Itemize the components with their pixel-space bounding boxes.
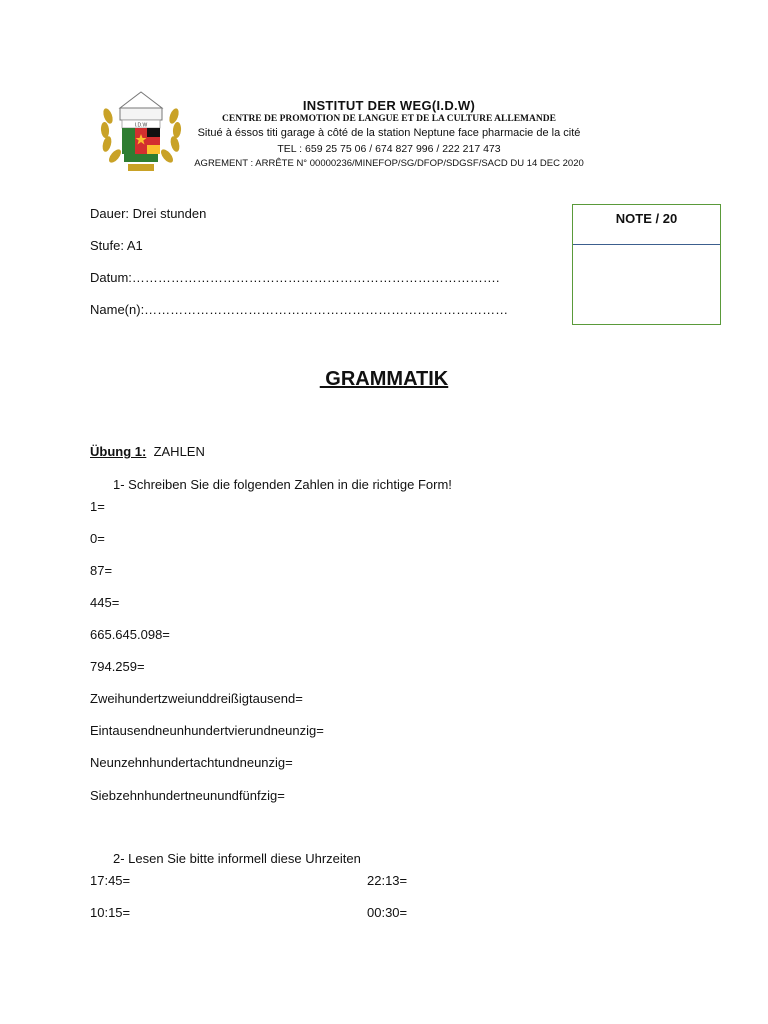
duration-label: Dauer: Drei stunden — [90, 206, 207, 221]
task-2-instruction: 2- Lesen Sie bitte informell diese Uhrzeiten — [113, 851, 361, 866]
number-item: 87= — [90, 563, 113, 578]
score-label: NOTE / 20 — [615, 211, 678, 226]
time-item: 00:30= — [367, 905, 408, 920]
institute-subtitle: CENTRE DE PROMOTION DE LANGUE ET DE LA CULTURE ALLEMANDE — [222, 114, 556, 124]
number-item: 1= — [90, 499, 105, 514]
score-box-header — [573, 205, 720, 245]
institute-logo — [98, 86, 184, 178]
institute-phone: TEL : 659 25 75 06 / 674 827 996 / 222 217 473 — [277, 143, 501, 155]
number-item: 0= — [90, 531, 105, 546]
institute-address: Situé à éssos titi garage à côté de la station Neptune face pharmacie de la cité — [197, 127, 581, 139]
number-item: 665.645.098= — [90, 627, 170, 642]
institute-name: INSTITUT DER WEG(I.D.W) — [302, 98, 476, 113]
number-item: 794.259= — [90, 659, 145, 674]
level-label: Stufe: A1 — [90, 238, 143, 253]
number-item: Zweihundertzweiunddreißigtausend= — [90, 691, 303, 706]
task-1-instruction: 1- Schreiben Sie die folgenden Zahlen in die richtige Form! — [113, 477, 452, 492]
number-item: Neunzehnhundertachtundneunzig= — [90, 755, 293, 770]
name-field: Name(n):………………………………………………………………………… — [90, 302, 509, 317]
institute-agrement: AGREMENT : ARRÊTE N° 00000236/MINEFOP/SG/DFOP/SDGSF/SACD DU 14 DEC 2020 — [194, 158, 584, 169]
exercise-1-label: Übung 1: — [90, 444, 147, 459]
time-item: 22:13= — [367, 873, 408, 888]
number-item: Siebzehnhundertneunundfünfzig= — [90, 788, 285, 803]
exercise-1-topic: ZAHLEN — [153, 444, 205, 459]
exercise-1-heading — [90, 444, 205, 459]
date-field: Datum:…………………………………………………………………………. — [90, 270, 500, 285]
page-title: GRAMMATIK — [319, 368, 449, 390]
number-item: 445= — [90, 595, 120, 610]
score-box — [572, 204, 721, 325]
logo-text: I.D.W — [134, 122, 148, 129]
number-item: Eintausendneunhundertvierundneunzig= — [90, 723, 324, 738]
time-item: 17:45= — [90, 873, 131, 888]
time-item: 10:15= — [90, 905, 131, 920]
